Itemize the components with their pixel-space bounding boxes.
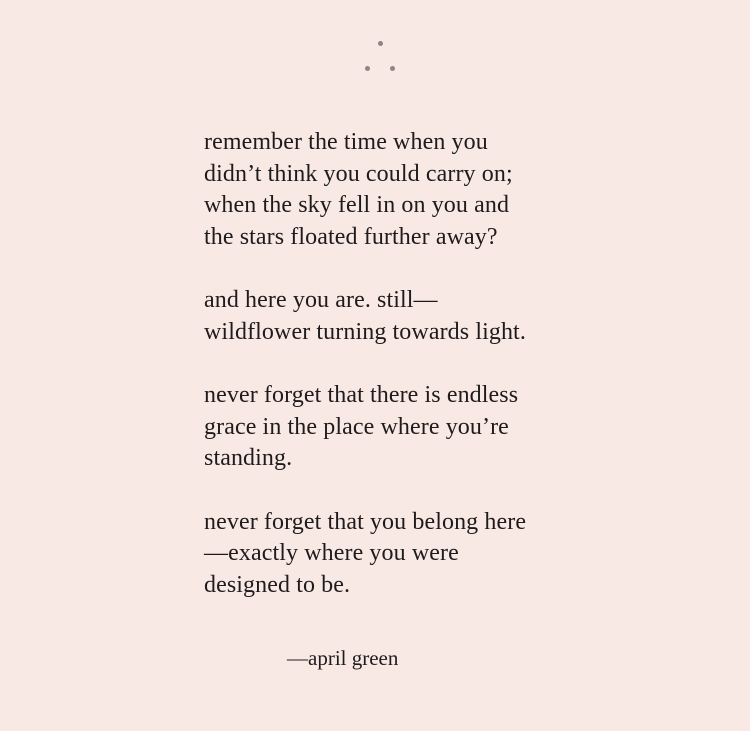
poem-line: wildflower turning towards light. [204,318,526,345]
poem-stanza [204,507,634,602]
poem-line: designed to be. [204,571,351,598]
poem-line: and here you are. still— [204,287,438,313]
poem-line: standing. [204,445,293,471]
poem-line: —exactly where you were [204,540,459,566]
poem-line: didn’t think you could carry on; [204,160,513,187]
poem-stanza [204,127,634,253]
dot-icon [378,41,383,46]
dot-icon [390,66,395,71]
poem-stanza [204,285,634,348]
poem-stanza [204,380,634,475]
poem-line: never forget that there is endless [204,382,519,408]
dot-icon [365,66,370,71]
poem-line: when the sky fell in on you and [204,192,510,218]
poem-line: remember the time when you [204,129,488,155]
poem-line: never forget that you belong here [204,508,527,535]
poem-body [204,127,634,633]
poem-line: the stars floated further away? [204,223,498,250]
three-dot-triangle-icon [360,39,402,75]
poem-line: grace in the place where you’re [204,413,509,440]
author-signature: —april green [287,646,399,670]
